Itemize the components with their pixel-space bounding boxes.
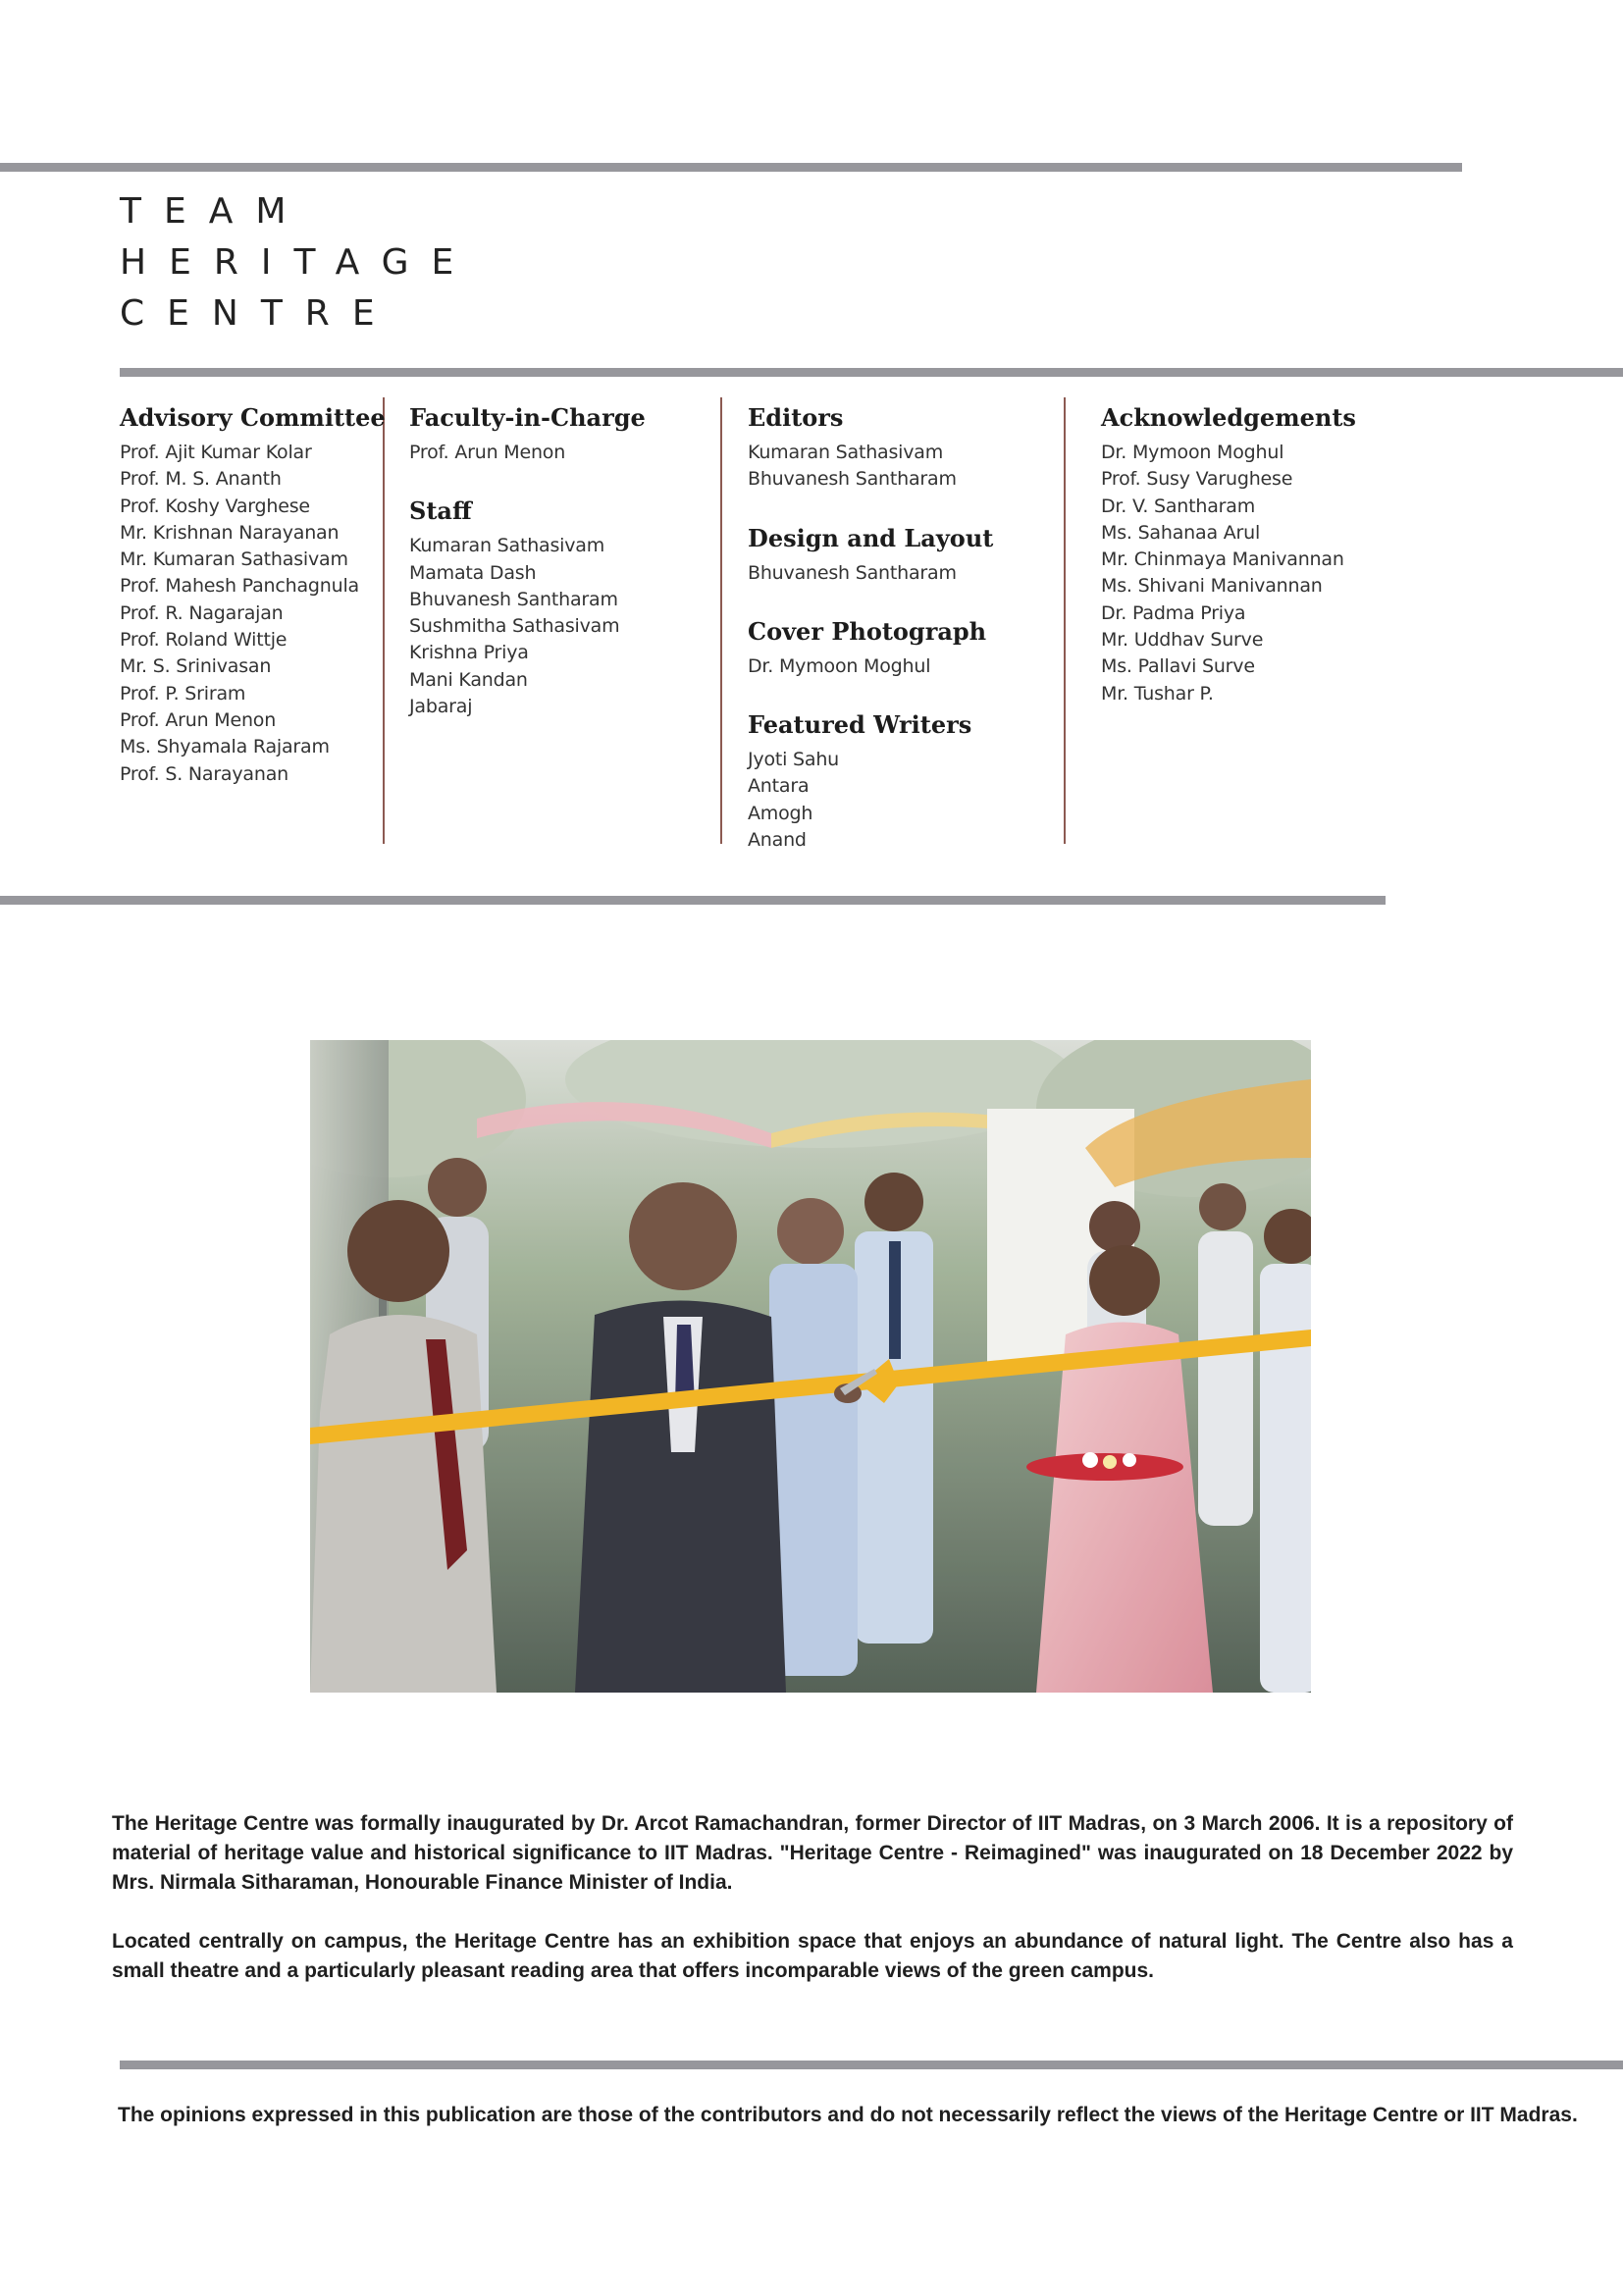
credits-rule xyxy=(0,896,1386,905)
list-item: Prof. Roland Wittje xyxy=(120,629,288,652)
list-item: Bhuvanesh Santharam xyxy=(409,588,618,610)
list-item: Prof. Koshy Varghese xyxy=(120,495,310,517)
list-item: Mamata Dash xyxy=(409,561,537,584)
heritage-centre-paragraph-1: The Heritage Centre was formally inaugurated by Dr. Arcot Ramachandran, former Director of IIT Madras, on 3 March 2006. It is a repository of material of heritage value and historical significance to IIT Madras. "Heritage Centre - Reimagined" was inaugurated on 18 December 2022 by Mrs. Nirmala Sitharaman, Honourable Finance Minister of India. xyxy=(112,1812,1513,1894)
inauguration-photo-scene xyxy=(310,1040,1311,1693)
top-rule xyxy=(0,163,1462,172)
list-item: Mr. Kumaran Sathasivam xyxy=(120,548,348,571)
list-item: Bhuvanesh Santharam xyxy=(748,468,957,491)
writers-list xyxy=(748,747,993,854)
advisory-committee-column xyxy=(120,402,386,788)
editors-column xyxy=(748,402,993,854)
list-item: Mr. Krishnan Narayanan xyxy=(120,521,340,544)
list-item: Prof. Ajit Kumar Kolar xyxy=(120,442,312,463)
list-item: Mani Kandan xyxy=(409,668,528,691)
faculty-staff-column xyxy=(409,402,646,720)
title-centre: CENTRE xyxy=(120,293,397,334)
list-item: Ms. Shyamala Rajaram xyxy=(120,736,330,758)
disclaimer: The opinions expressed in this publication are those of the contributors and do not necessarily reflect the views of the Heritage Centre or IIT Madras. xyxy=(118,2104,1578,2126)
list-item: Kumaran Sathasivam xyxy=(748,442,944,463)
faculty-heading: Faculty-in-Charge xyxy=(409,403,646,432)
title-team: TEAM xyxy=(120,191,309,232)
list-item: Kumaran Sathasivam xyxy=(409,535,605,557)
list-item: Prof. Mahesh Panchagnula xyxy=(120,575,359,598)
list-item: Prof. P. Sriram xyxy=(120,682,246,704)
list-item: Sushmitha Sathasivam xyxy=(409,615,620,638)
list-item: Dr. Mymoon Moghul xyxy=(1101,442,1284,463)
staff-list xyxy=(409,533,646,720)
advisory-heading: Advisory Committee xyxy=(120,403,386,432)
acknowledgements-heading: Acknowledgements xyxy=(1101,403,1356,432)
advisory-list xyxy=(120,440,386,788)
column-divider xyxy=(1064,397,1066,844)
inauguration-photo xyxy=(310,1040,1311,1693)
column-divider xyxy=(720,397,722,844)
cover-heading: Cover Photograph xyxy=(748,616,987,646)
faculty-list xyxy=(409,440,646,466)
list-item: Ms. Shivani Manivannan xyxy=(1101,575,1323,598)
list-item: Mr. Tushar P. xyxy=(1101,682,1214,704)
list-item: Ms. Pallavi Surve xyxy=(1101,655,1255,678)
list-item: Prof. Arun Menon xyxy=(409,442,566,463)
acknowledgements-list xyxy=(1101,440,1356,707)
design-list xyxy=(748,560,993,587)
writers-heading: Featured Writers xyxy=(748,710,972,740)
list-item: Antara xyxy=(748,775,810,798)
list-item: Amogh xyxy=(748,802,813,824)
staff-heading: Staff xyxy=(409,496,472,526)
cover-list xyxy=(748,653,993,680)
list-item: Mr. S. Srinivasan xyxy=(120,655,272,678)
list-item: Mr. Chinmaya Manivannan xyxy=(1101,548,1344,571)
title-rule xyxy=(120,368,1623,377)
list-item: Dr. V. Santharam xyxy=(1101,495,1256,517)
acknowledgements-column xyxy=(1101,402,1356,707)
list-item: Prof. Arun Menon xyxy=(120,708,277,731)
list-item: Prof. S. Narayanan xyxy=(120,762,288,785)
list-item: Prof. R. Nagarajan xyxy=(120,601,284,624)
list-item: Jyoti Sahu xyxy=(748,749,840,771)
footer-rule xyxy=(120,2061,1623,2069)
list-item: Mr. Uddhav Surve xyxy=(1101,629,1264,652)
list-item: Prof. Susy Varughese xyxy=(1101,468,1293,491)
list-item: Dr. Padma Priya xyxy=(1101,601,1246,624)
heritage-centre-paragraph-2: Located centrally on campus, the Heritage Centre has an exhibition space that enjoys an abundance of natural light. The Centre also has a small theatre and a particularly pleasant reading area that offers incomparable views of the green campus. xyxy=(112,1930,1513,1982)
list-item: Prof. M. S. Ananth xyxy=(120,468,282,491)
list-item: Anand xyxy=(748,829,807,852)
list-item: Krishna Priya xyxy=(409,642,529,664)
editors-list xyxy=(748,440,993,494)
editors-heading: Editors xyxy=(748,403,844,432)
title-heritage: HERITAGE xyxy=(120,242,477,283)
design-heading: Design and Layout xyxy=(748,523,994,552)
list-item: Jabaraj xyxy=(409,696,473,718)
list-item: Ms. Sahanaa Arul xyxy=(1101,521,1261,544)
list-item: Bhuvanesh Santharam xyxy=(748,561,957,584)
list-item: Dr. Mymoon Moghul xyxy=(748,654,931,677)
